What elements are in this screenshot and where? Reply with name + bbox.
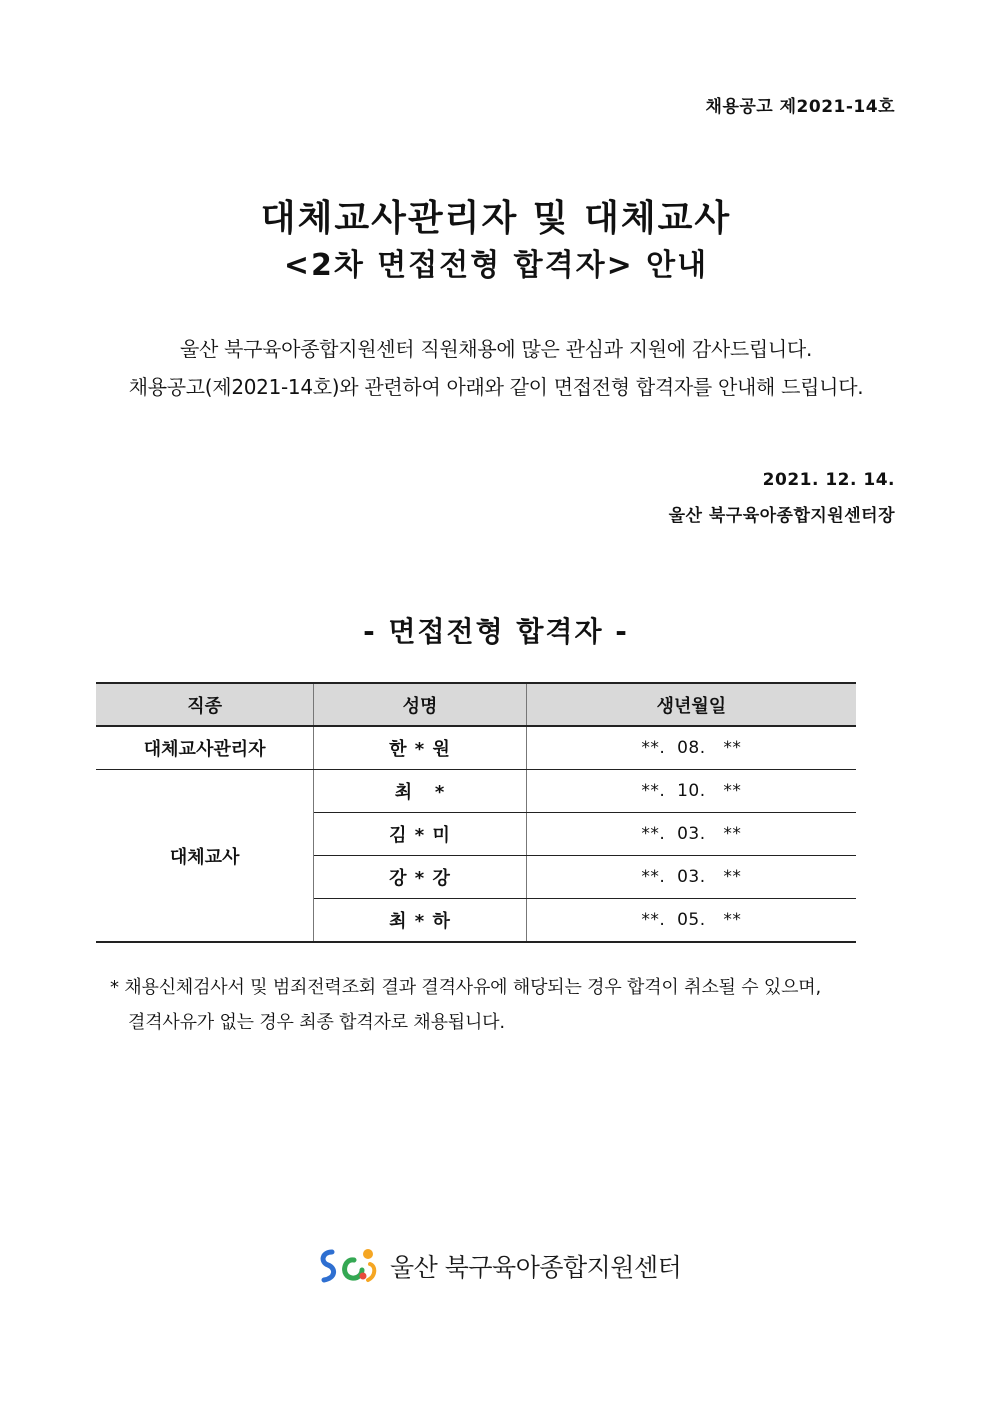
name-cell: 한 * 원 bbox=[314, 726, 526, 770]
header-name: 성명 bbox=[314, 683, 526, 726]
footer-org-name: 울산 북구육아종합지원센터 bbox=[390, 1253, 682, 1282]
document-subtitle: <2차 면접전형 합격자> 안내 bbox=[283, 248, 709, 283]
issue-date: 2021. 12. 14. bbox=[762, 470, 895, 490]
results-table bbox=[96, 682, 856, 943]
issuer-name: 울산 북구육아종합지원센터장 bbox=[668, 506, 895, 526]
name-cell: 강 * 강 bbox=[314, 856, 526, 899]
birth-cell: **. 03. ** bbox=[526, 813, 856, 856]
name-cell: 최 * bbox=[314, 770, 526, 813]
note-line-2: 결격사유가 없는 경우 최종 합격자로 채용됩니다. bbox=[128, 1012, 505, 1033]
center-logo-icon bbox=[318, 1246, 382, 1286]
birth-cell: **. 08. ** bbox=[526, 726, 856, 770]
birth-cell: **. 05. ** bbox=[526, 899, 856, 943]
section-title: - 면접전형 합격자 - bbox=[363, 615, 629, 648]
name-cell: 최 * 하 bbox=[314, 899, 526, 943]
job-cell: 대체교사관리자 bbox=[96, 726, 314, 770]
note-line-1: * 채용신체검사서 및 범죄전력조회 결과 결격사유에 해당되는 경우 합격이 취소될 수 있으며, bbox=[110, 977, 822, 998]
intro-line-2: 채용공고(제2021-14호)와 관련하여 아래와 같이 면접전형 합격자를 안내해 드립니다. bbox=[128, 375, 864, 399]
intro-line-1: 울산 북구육아종합지원센터 직원채용에 많은 관심과 지원에 감사드립니다. bbox=[179, 337, 813, 361]
birth-cell: **. 10. ** bbox=[526, 770, 856, 813]
table-row bbox=[96, 726, 856, 770]
birth-cell: **. 03. ** bbox=[526, 856, 856, 899]
name-cell: 김 * 미 bbox=[314, 813, 526, 856]
notice-number: 채용공고 제2021-14호 bbox=[705, 97, 895, 117]
document-title: 대체교사관리자 및 대체교사 bbox=[260, 198, 732, 239]
header-birth: 생년월일 bbox=[526, 683, 856, 726]
table-row bbox=[96, 770, 856, 813]
table-header-row bbox=[96, 683, 856, 726]
header-job: 직종 bbox=[96, 683, 314, 726]
footer-logo bbox=[318, 1246, 681, 1286]
job-cell: 대체교사 bbox=[96, 770, 314, 943]
